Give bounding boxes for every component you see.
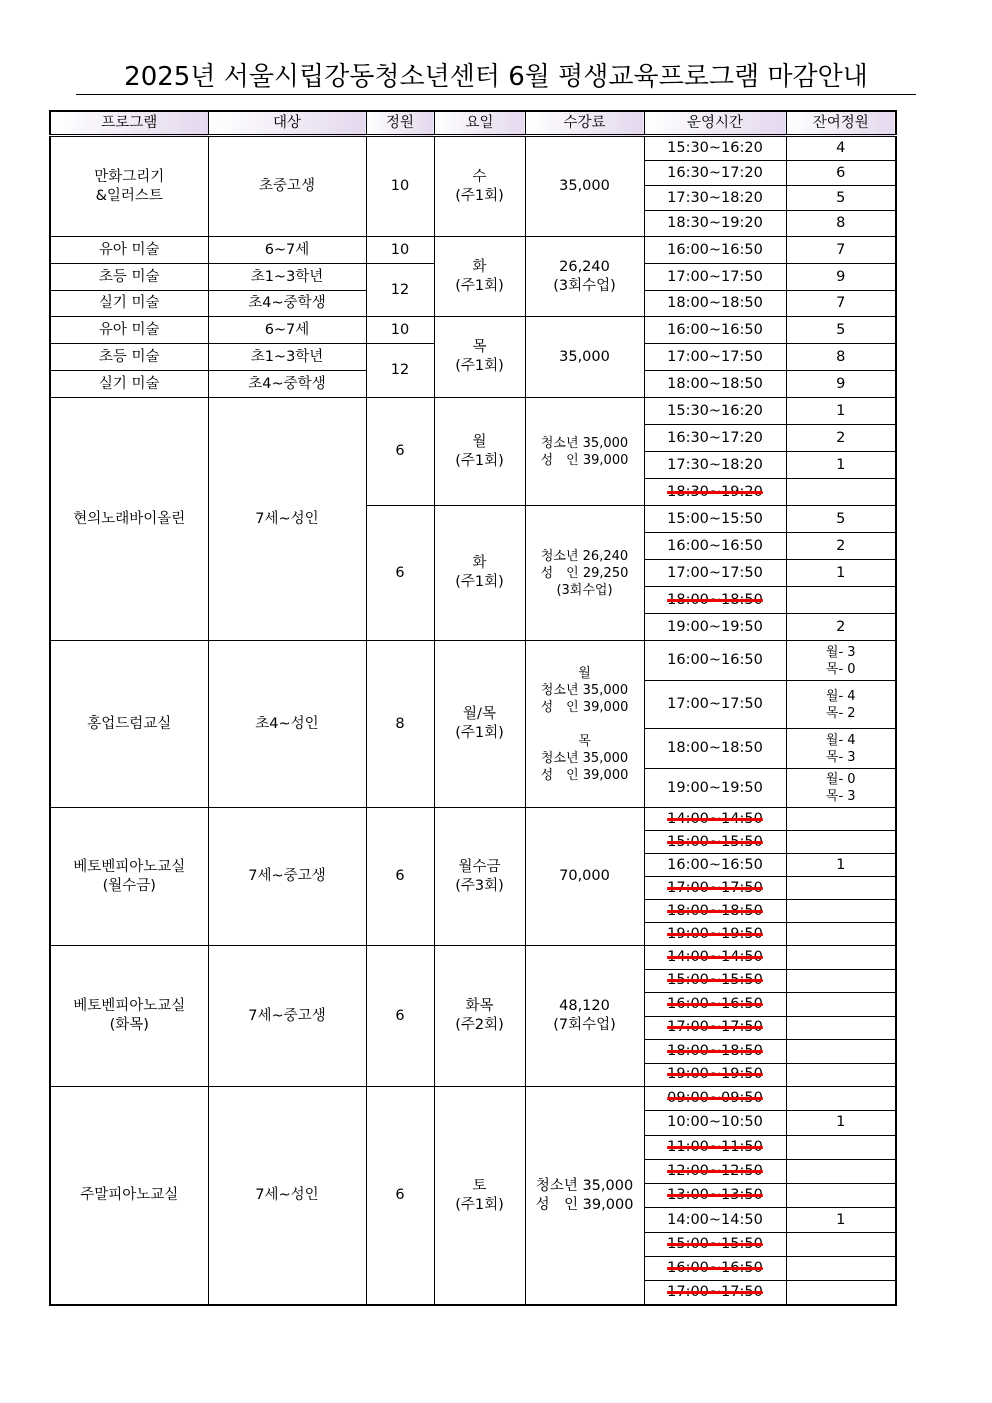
table-cell — [786, 854, 896, 877]
table-row — [50, 808, 896, 831]
program-table — [49, 110, 897, 1306]
table-cell — [50, 946, 208, 1087]
table-cell — [786, 831, 896, 854]
table-cell — [644, 854, 786, 877]
closed-time-cell — [644, 1087, 786, 1111]
closed-time-cell — [644, 1040, 786, 1064]
table-cell — [525, 946, 644, 1087]
table-cell — [208, 264, 366, 291]
table-cell — [644, 211, 786, 237]
cell-text: 7 — [836, 295, 846, 311]
table-cell — [644, 1111, 786, 1135]
closed-time-cell — [644, 1184, 786, 1208]
table-cell — [786, 1016, 896, 1040]
table-cell — [786, 1281, 896, 1305]
table-cell — [786, 317, 896, 344]
table-cell — [366, 1087, 434, 1306]
table-cell — [786, 729, 896, 769]
table-cell — [50, 237, 208, 264]
cell-text: 화 (주1회) — [455, 555, 504, 590]
cell-text: 6 — [395, 1007, 405, 1024]
table-cell — [786, 923, 896, 946]
table-cell — [50, 398, 208, 641]
table-cell — [786, 237, 896, 264]
table-cell — [644, 614, 786, 641]
table-cell — [50, 264, 208, 291]
table-cell — [50, 808, 208, 946]
table-cell — [786, 1184, 896, 1208]
table-cell — [786, 993, 896, 1017]
cell-text: 초중고생 — [258, 178, 316, 194]
table-cell — [366, 641, 434, 808]
cell-text: 16:00~16:50 — [667, 1260, 763, 1277]
table-cell — [434, 317, 525, 398]
table-cell — [525, 506, 644, 641]
cell-text: 초등 미술 — [98, 268, 160, 285]
cell-text: 월 (주1회) — [455, 433, 504, 469]
cell-text: 48,120 (7회수업) — [553, 998, 616, 1033]
closed-time-cell — [644, 1063, 786, 1087]
table-cell — [786, 1208, 896, 1232]
table-cell — [208, 1087, 366, 1306]
cell-text: 초4~중학생 — [248, 295, 326, 311]
cell-text: 월수금 (주3회) — [455, 858, 504, 894]
table-cell — [786, 1040, 896, 1064]
table-cell — [50, 371, 208, 398]
table-cell — [786, 560, 896, 587]
cell-text: 5 — [836, 510, 846, 527]
cell-text: 6~7세 — [264, 241, 310, 258]
cell-text: 16:00~16:50 — [667, 241, 763, 258]
cell-text: 9 — [836, 375, 846, 392]
cell-text: 홍업드럼교실 — [87, 715, 172, 732]
table-cell — [644, 769, 786, 808]
cell-text: 18:00~18:50 — [667, 591, 763, 608]
closed-time-cell — [644, 479, 786, 506]
cell-text: 16:30~17:20 — [667, 429, 763, 446]
table-cell — [786, 452, 896, 479]
table-cell — [786, 344, 896, 371]
table-cell — [786, 1257, 896, 1281]
table-cell — [644, 533, 786, 560]
table-cell — [644, 729, 786, 769]
cell-text: 2 — [836, 429, 846, 446]
cell-text: 청소년 26,240 성 인 29,250 (3회수업) — [540, 548, 629, 598]
cell-text: 16:00~16:50 — [667, 995, 763, 1012]
table-cell — [366, 136, 434, 237]
table-cell — [644, 344, 786, 371]
cell-text: 청소년 35,000 성 인 39,000 — [540, 435, 629, 468]
cell-text: 15:00~15:50 — [667, 972, 763, 989]
cell-text: 6 — [395, 564, 405, 581]
cell-text: 16:00~16:50 — [667, 321, 763, 338]
table-row — [50, 317, 896, 344]
table-header-row — [50, 111, 896, 136]
table-cell — [786, 371, 896, 398]
cell-text: 2 — [836, 618, 846, 635]
cell-text: 7세~성인 — [255, 510, 319, 527]
cell-text: 7 — [836, 241, 846, 258]
table-cell — [786, 587, 896, 614]
table-cell — [366, 264, 434, 317]
table-cell — [786, 946, 896, 970]
table-cell — [644, 425, 786, 452]
cell-text: 1 — [836, 402, 846, 419]
cell-text: 월 청소년 35,000 성 인 39,000 목 청소년 35,000 성 인 39,000 — [540, 665, 629, 783]
cell-text: 10 — [390, 178, 410, 194]
cell-text: 19:00~19:50 — [667, 1066, 763, 1083]
table-cell — [525, 237, 644, 317]
cell-text: 실기 미술 — [98, 375, 160, 392]
table-cell — [434, 506, 525, 641]
cell-text: 17:00~17:50 — [667, 564, 763, 581]
column-header: 대상 — [208, 111, 366, 136]
table-cell — [50, 317, 208, 344]
table-cell — [366, 398, 434, 506]
closed-time-cell — [644, 808, 786, 831]
cell-text: 19:00~19:50 — [667, 618, 763, 635]
table-cell — [644, 291, 786, 317]
cell-text: 베토벤피아노교실 (화목) — [73, 998, 186, 1033]
cell-text: 16:00~16:50 — [667, 537, 763, 554]
table-cell — [50, 1087, 208, 1306]
table-cell — [644, 264, 786, 291]
table-row — [50, 946, 896, 970]
table-cell — [786, 614, 896, 641]
table-cell — [50, 641, 208, 808]
cell-text: 1 — [836, 1114, 846, 1131]
table-cell — [208, 344, 366, 371]
cell-text: 8 — [395, 715, 405, 732]
table-cell — [366, 317, 434, 344]
table-cell — [50, 136, 208, 237]
cell-text: 26,240 (3회수업) — [553, 258, 616, 294]
page-title: 2025년 서울시립강동청소년센터 6월 평생교육프로그램 마감안내 — [76, 60, 916, 95]
cell-text: 초4~성인 — [255, 715, 319, 732]
cell-text: 베토벤피아노교실 (월수금) — [73, 858, 186, 894]
table-cell — [786, 681, 896, 729]
table-cell — [525, 136, 644, 237]
cell-text: 만화그리기 &일러스트 — [94, 168, 165, 204]
cell-text: 18:00~18:50 — [667, 902, 763, 919]
cell-text: 12 — [390, 281, 410, 298]
table-cell — [786, 479, 896, 506]
table-cell — [644, 186, 786, 211]
cell-text: 10:00~10:50 — [667, 1114, 763, 1131]
closed-time-cell — [644, 587, 786, 614]
table-cell — [644, 237, 786, 264]
table-cell — [525, 641, 644, 808]
cell-text: 35,000 — [559, 178, 610, 194]
cell-text: 17:00~17:50 — [667, 348, 763, 365]
cell-text: 월- 4 목- 3 — [825, 732, 856, 765]
cell-text: 청소년 35,000 성 인 39,000 — [535, 1177, 634, 1213]
closed-time-cell — [644, 1159, 786, 1183]
table-cell — [786, 291, 896, 317]
cell-text: 15:00~15:50 — [667, 1235, 763, 1252]
table-cell — [434, 398, 525, 506]
cell-text: 초4~중학생 — [248, 375, 326, 392]
cell-text: 6 — [395, 868, 405, 884]
cell-text: 17:00~17:50 — [667, 696, 763, 712]
table-cell — [208, 291, 366, 317]
column-header: 프로그램 — [50, 111, 208, 136]
cell-text: 11:00~11:50 — [667, 1138, 763, 1155]
cell-text: 8 — [836, 215, 846, 231]
closed-time-cell — [644, 969, 786, 993]
cell-text: 35,000 — [559, 348, 610, 365]
closed-time-cell — [644, 1232, 786, 1256]
table-cell — [644, 560, 786, 587]
cell-text: 5 — [836, 321, 846, 338]
table-cell — [50, 291, 208, 317]
cell-text: 5 — [836, 189, 846, 206]
table-cell — [644, 1208, 786, 1232]
table-cell — [208, 317, 366, 344]
table-cell — [525, 317, 644, 398]
cell-text: 15:00~15:50 — [667, 833, 763, 850]
table-cell — [786, 1135, 896, 1159]
cell-text: 1 — [836, 1211, 846, 1228]
closed-time-cell — [644, 877, 786, 900]
table-cell — [434, 237, 525, 317]
table-cell — [525, 398, 644, 506]
cell-text: 9 — [836, 268, 846, 285]
table-cell — [366, 237, 434, 264]
table-cell — [434, 808, 525, 946]
cell-text: 17:00~17:50 — [667, 879, 763, 896]
table-cell — [644, 506, 786, 533]
cell-text: 16:00~16:50 — [667, 856, 763, 873]
table-cell — [786, 969, 896, 993]
table-cell — [434, 1087, 525, 1306]
table-cell — [366, 506, 434, 641]
table-cell — [434, 641, 525, 808]
cell-text: 목 (주1회) — [455, 339, 504, 374]
closed-time-cell — [644, 1281, 786, 1305]
cell-text: 주말피아노교실 — [80, 1187, 179, 1204]
cell-text: 12:00~12:50 — [667, 1163, 763, 1180]
table-cell — [644, 641, 786, 681]
cell-text: 1 — [836, 856, 846, 873]
closed-time-cell — [644, 993, 786, 1017]
cell-text: 70,000 — [559, 868, 610, 884]
table-cell — [786, 808, 896, 831]
cell-text: 실기 미술 — [98, 295, 160, 311]
cell-text: 1 — [836, 456, 846, 473]
cell-text: 12 — [390, 362, 410, 378]
cell-text: 초1~3학년 — [250, 348, 324, 365]
cell-text: 15:30~16:20 — [667, 402, 763, 419]
cell-text: 18:00~18:50 — [667, 295, 763, 311]
closed-time-cell — [644, 923, 786, 946]
cell-text: 토 (주1회) — [455, 1177, 504, 1213]
table-cell — [208, 808, 366, 946]
cell-text: 10 — [390, 241, 410, 258]
closed-time-cell — [644, 1016, 786, 1040]
table-cell — [208, 398, 366, 641]
table-cell — [786, 425, 896, 452]
table-row — [50, 136, 896, 161]
cell-text: 13:00~13:50 — [667, 1187, 763, 1204]
cell-text: 월/목 (주1회) — [455, 706, 504, 741]
cell-text: 7세~중고생 — [248, 1007, 326, 1024]
cell-text: 6 — [395, 443, 405, 459]
cell-text: 7세~중고생 — [248, 868, 326, 884]
cell-text: 월- 0 목- 3 — [825, 772, 856, 804]
cell-text: 16:30~17:20 — [667, 164, 763, 181]
table-cell — [644, 371, 786, 398]
cell-text: 6 — [395, 1187, 405, 1204]
table-cell — [366, 344, 434, 398]
column-header: 정원 — [366, 111, 434, 136]
column-header: 잔여정원 — [786, 111, 896, 136]
table-cell — [786, 769, 896, 808]
cell-text: 17:30~18:20 — [667, 189, 763, 206]
cell-text: 2 — [836, 537, 846, 554]
cell-text: 6~7세 — [264, 321, 310, 338]
cell-text: 1 — [836, 564, 846, 581]
cell-text: 18:00~18:50 — [667, 1042, 763, 1059]
table-cell — [786, 533, 896, 560]
table-cell — [786, 1087, 896, 1111]
cell-text: 14:00~14:50 — [667, 1211, 763, 1228]
cell-text: 14:00~14:50 — [667, 948, 763, 965]
column-header: 수강료 — [525, 111, 644, 136]
table-cell — [644, 161, 786, 186]
table-cell — [786, 186, 896, 211]
closed-time-cell — [644, 831, 786, 854]
cell-text: 화 (주1회) — [455, 258, 504, 294]
table-cell — [208, 641, 366, 808]
cell-text: 15:00~15:50 — [667, 510, 763, 527]
closed-time-cell — [644, 1257, 786, 1281]
table-row — [50, 1087, 896, 1111]
table-cell — [786, 161, 896, 186]
cell-text: 10 — [390, 321, 410, 338]
table-cell — [786, 1232, 896, 1256]
cell-text: 17:00~17:50 — [667, 1284, 763, 1301]
cell-text: 15:30~16:20 — [667, 140, 763, 156]
table-row — [50, 237, 896, 264]
cell-text: 18:30~19:20 — [667, 215, 763, 231]
table-cell — [366, 808, 434, 946]
table-cell — [786, 1111, 896, 1135]
table-cell — [786, 1159, 896, 1183]
table-cell — [786, 136, 896, 161]
table-cell — [644, 681, 786, 729]
cell-text: 7세~성인 — [255, 1187, 319, 1204]
table-cell — [644, 317, 786, 344]
table-cell — [50, 344, 208, 371]
table-cell — [366, 946, 434, 1087]
cell-text: 유아 미술 — [98, 241, 160, 258]
table-cell — [208, 946, 366, 1087]
cell-text: 월- 3 목- 0 — [825, 644, 856, 677]
table-cell — [786, 211, 896, 237]
cell-text: 19:00~19:50 — [667, 925, 763, 942]
table-cell — [525, 808, 644, 946]
table-cell — [644, 452, 786, 479]
table-cell — [786, 398, 896, 425]
table-cell — [644, 136, 786, 161]
column-header: 운영시간 — [644, 111, 786, 136]
table-cell — [644, 398, 786, 425]
cell-text: 현의노래바이올린 — [73, 510, 186, 527]
table-row — [50, 641, 896, 681]
table-cell — [786, 1063, 896, 1087]
closed-time-cell — [644, 946, 786, 970]
column-header: 요일 — [434, 111, 525, 136]
cell-text: 17:00~17:50 — [667, 268, 763, 285]
cell-text: 4 — [836, 140, 846, 156]
cell-text: 19:00~19:50 — [667, 779, 763, 796]
cell-text: 17:30~18:20 — [667, 456, 763, 473]
table-cell — [786, 877, 896, 900]
cell-text: 6 — [836, 164, 846, 181]
table-cell — [786, 506, 896, 533]
table-cell — [786, 900, 896, 923]
table-cell — [208, 371, 366, 398]
cell-text: 월- 4 목- 2 — [825, 688, 856, 721]
cell-text: 16:00~16:50 — [667, 652, 763, 668]
cell-text: 18:30~19:20 — [667, 483, 763, 500]
cell-text: 18:00~18:50 — [667, 375, 763, 392]
closed-time-cell — [644, 1135, 786, 1159]
table-row — [50, 398, 896, 425]
table-cell — [786, 641, 896, 681]
cell-text: 18:00~18:50 — [667, 740, 763, 756]
table-cell — [434, 136, 525, 237]
table-cell — [525, 1087, 644, 1306]
cell-text: 8 — [836, 348, 846, 365]
cell-text: 화목 (주2회) — [455, 998, 504, 1033]
table-cell — [208, 237, 366, 264]
table-cell — [786, 264, 896, 291]
table-cell — [434, 946, 525, 1087]
cell-text: 유아 미술 — [98, 321, 160, 338]
cell-text: 수 (주1회) — [455, 168, 504, 204]
cell-text: 17:00~17:50 — [667, 1019, 763, 1036]
cell-text: 09:00~09:50 — [667, 1090, 763, 1107]
closed-time-cell — [644, 900, 786, 923]
cell-text: 14:00~14:50 — [667, 810, 763, 827]
cell-text: 초등 미술 — [98, 348, 160, 365]
cell-text: 초1~3학년 — [250, 268, 324, 285]
table-cell — [208, 136, 366, 237]
